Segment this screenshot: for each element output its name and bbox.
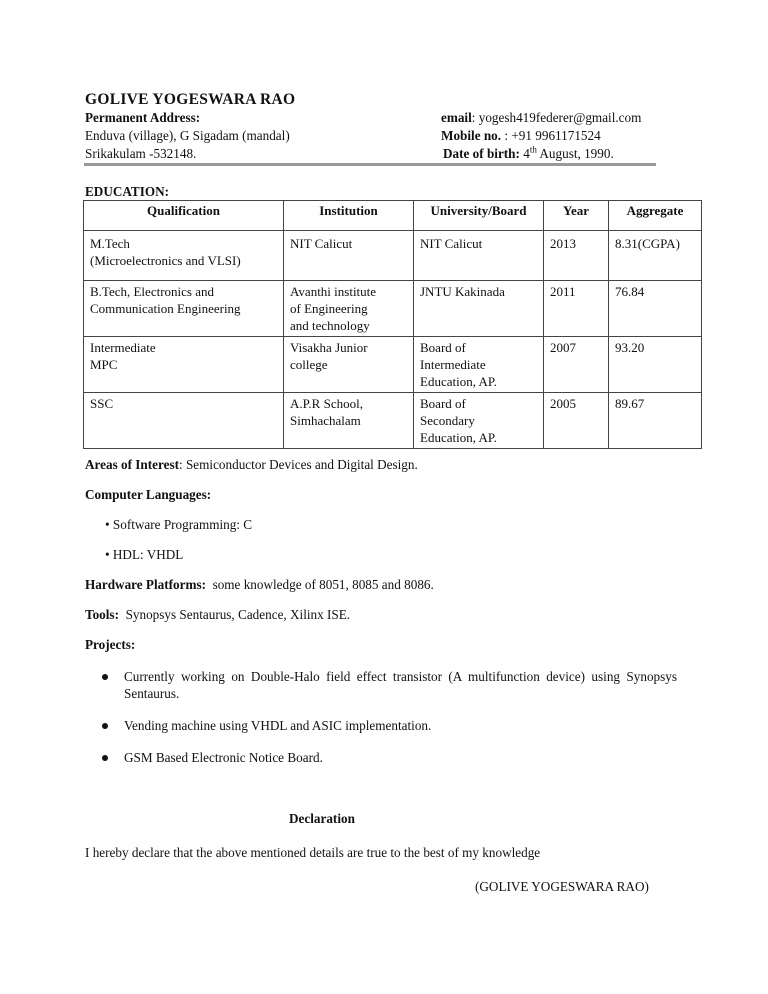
cell-line: Communication Engineering	[90, 301, 241, 316]
cell-line: B.Tech, Electronics and	[90, 284, 214, 299]
hardware-line	[85, 577, 434, 593]
mobile-value: : +91 9961171524	[501, 128, 601, 143]
dob-label: Date of birth:	[443, 146, 520, 161]
header-divider	[84, 163, 656, 166]
cell-line: college	[290, 357, 328, 372]
cell-line: Board of	[420, 396, 466, 411]
education-heading: EDUCATION:	[85, 184, 170, 199]
col-institution: Institution	[284, 201, 414, 231]
project-item: Vending machine using VHDL and ASIC implementation.	[124, 718, 432, 733]
cell-line: Board of	[420, 340, 466, 355]
cell-institution	[284, 281, 414, 337]
cell-line: SSC	[90, 396, 114, 411]
email-line	[441, 110, 641, 126]
cell-line: NIT Calicut	[290, 236, 353, 251]
bullet-icon	[102, 723, 108, 729]
email-label: email	[441, 110, 472, 125]
cell-line: Education, AP.	[420, 374, 497, 389]
table-row	[84, 281, 702, 337]
cell-line: MPC	[90, 357, 118, 372]
cell-qualification	[84, 231, 284, 281]
dob-day: 4	[519, 146, 530, 161]
interests-line	[85, 457, 418, 473]
declaration-heading: Declaration	[289, 811, 355, 826]
cell-line: M.Tech	[90, 236, 130, 251]
dob-suffix: th	[529, 144, 537, 155]
bullet-icon	[102, 674, 108, 680]
table-header-row	[84, 201, 702, 231]
cell-line: (Microelectronics and VLSI)	[90, 253, 241, 268]
address-line-2: Srikakulam -532148.	[85, 146, 197, 161]
cell-line: Intermediate	[420, 357, 486, 372]
cell-line: of Engineering	[290, 301, 368, 316]
interests-value: : Semiconductor Devices and Digital Design.	[179, 457, 418, 472]
mobile-line	[441, 128, 601, 144]
cell-institution	[284, 393, 414, 449]
cell-line: Visakha Junior	[290, 340, 368, 355]
language-item: • HDL: VHDL	[105, 547, 184, 562]
education-table	[83, 200, 702, 449]
projects-label: Projects:	[85, 637, 136, 652]
signature: (GOLIVE YOGESWARA RAO)	[475, 879, 649, 894]
bullet-icon	[102, 755, 108, 761]
cell-line: Simhachalam	[290, 413, 361, 428]
cell-line: and technology	[290, 318, 370, 333]
cell-line: A.P.R School,	[290, 396, 363, 411]
col-qualification: Qualification	[84, 201, 284, 231]
hardware-value: some knowledge of 8051, 8085 and 8086.	[205, 577, 434, 592]
table-row	[84, 231, 702, 281]
cell-line: Education, AP.	[420, 430, 497, 445]
cell-institution	[284, 231, 414, 281]
address-label: Permanent Address:	[85, 110, 201, 125]
tools-value: Synopsys Sentaurus, Cadence, Xilinx ISE.	[118, 607, 351, 622]
cell-aggregate: 8.31(CGPA)	[609, 231, 702, 281]
cell-year: 2011	[544, 281, 609, 337]
col-aggregate: Aggregate	[609, 201, 702, 231]
cell-line: Intermediate	[90, 340, 156, 355]
hardware-label: Hardware Platforms:	[85, 577, 206, 592]
languages-label: Computer Languages:	[85, 487, 212, 502]
cell-year: 2013	[544, 231, 609, 281]
project-item: Currently working on Double-Halo field effect transistor (A multifunction device) using Synopsys Sentaurus.	[124, 669, 677, 701]
tools-label: Tools:	[85, 607, 119, 622]
cell-line: NIT Calicut	[420, 236, 483, 251]
col-university-board: University/Board	[414, 201, 544, 231]
email-value: : yogesh419federer@gmail.com	[471, 110, 642, 125]
declaration-text: I hereby declare that the above mentioned details are true to the best of my knowledge	[85, 845, 541, 860]
cell-board	[414, 281, 544, 337]
cell-aggregate: 89.67	[609, 393, 702, 449]
cell-qualification	[84, 337, 284, 393]
cell-board	[414, 231, 544, 281]
cell-qualification	[84, 281, 284, 337]
cell-line: JNTU Kakinada	[420, 284, 505, 299]
language-item: • Software Programming: C	[105, 517, 253, 532]
cell-year: 2005	[544, 393, 609, 449]
cell-aggregate: 76.84	[609, 281, 702, 337]
tools-line	[85, 607, 350, 623]
col-year: Year	[544, 201, 609, 231]
table-row	[84, 393, 702, 449]
mobile-label: Mobile no.	[441, 128, 502, 143]
cell-board	[414, 393, 544, 449]
address-line-1: Enduva (village), G Sigadam (mandal)	[85, 128, 290, 143]
cell-year: 2007	[544, 337, 609, 393]
table-row	[84, 337, 702, 393]
interests-label: Areas of Interest	[85, 457, 179, 472]
candidate-name: GOLIVE YOGESWARA RAO	[85, 91, 296, 108]
cell-aggregate: 93.20	[609, 337, 702, 393]
dob-line	[443, 146, 614, 162]
cell-line: Secondary	[420, 413, 475, 428]
dob-rest: August, 1990.	[536, 146, 614, 161]
cell-institution	[284, 337, 414, 393]
project-item: GSM Based Electronic Notice Board.	[124, 750, 323, 765]
cell-qualification	[84, 393, 284, 449]
cell-line: Avanthi institute	[290, 284, 377, 299]
cell-board	[414, 337, 544, 393]
